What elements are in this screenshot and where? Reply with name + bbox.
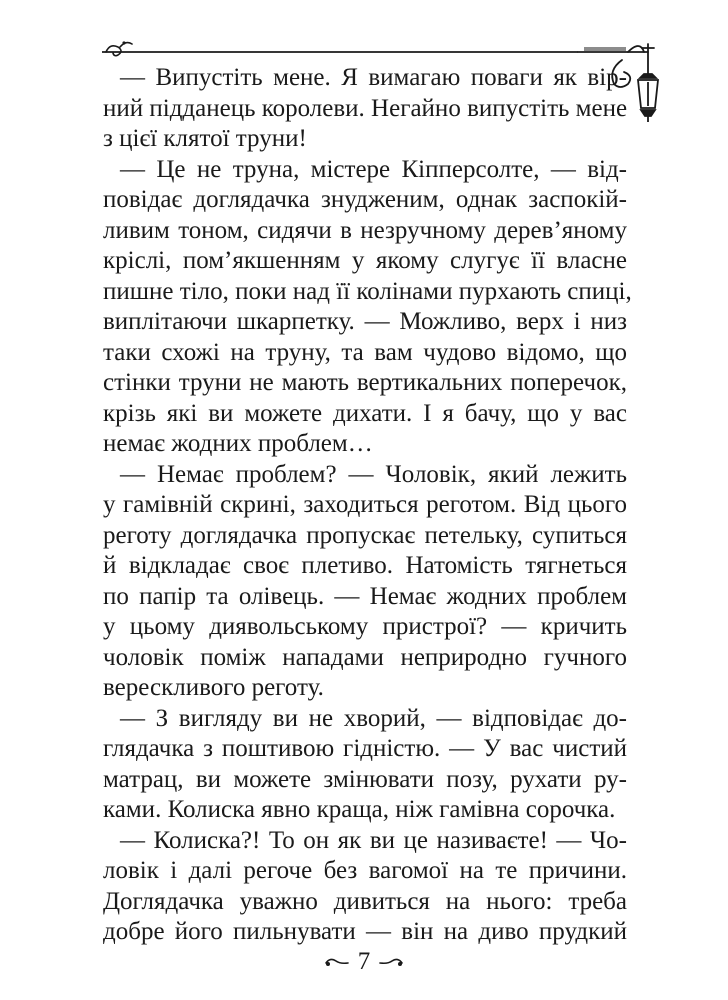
text-line: виплітаючи шкарпетку. — Можливо, верх і низ: [103, 308, 627, 335]
paragraph: [103, 826, 627, 948]
text-line: — З вигляду ви не хворий, — відповідає до-: [120, 704, 627, 732]
text-line: у цьому диявольському пристрої? — кричить: [103, 613, 627, 640]
text-line: реготу доглядачка пропускає петельку, супиться: [103, 521, 627, 549]
text-line: — Випустіть мене. Я вимагаю поваги як вір-: [120, 64, 627, 91]
text-line: — Колиска?! То он як ви це називаєте! — Чо-: [120, 826, 627, 854]
text-line: кріслі, пом’якшенням у якому слугує її власне: [103, 247, 627, 274]
text-line: й відкладає своє плетиво. Натомість тягнеться: [103, 552, 627, 579]
page-number: 7: [357, 948, 371, 975]
paragraph: [103, 704, 627, 826]
text-line: немає жодних проблем…: [103, 430, 373, 457]
text-line: стінки труни не мають вертикальних поперечок,: [103, 369, 627, 396]
text-line: Доглядачка уважно дивиться на нього: треба: [103, 887, 627, 915]
page-footer: [0, 944, 728, 980]
text-line: ловік і далі регоче без вагомої на те причини.: [103, 857, 627, 884]
text-line: крізь які ви можете дихати. І я бачу, що у вас: [103, 399, 627, 427]
text-line: ливим тоном, сидячи в незручному дерев’яному: [103, 216, 627, 244]
text-line: пишне тіло, поки над її колінами пурхають спиці,: [103, 277, 632, 305]
swirl-right-icon: [378, 955, 404, 969]
text-line: матрац, ви можете змінювати позу, рухати ру-: [103, 765, 627, 793]
paragraph: [103, 155, 632, 460]
body-text: [103, 63, 632, 948]
swirl-left-icon: [324, 955, 350, 969]
text-line: глядачка з поштивою гідністю. — У вас чистий: [103, 735, 627, 762]
text-line: з цієї клятої труни!: [103, 125, 307, 152]
text-line: у гамівній скрині, заходиться реготом. Від цього: [103, 491, 627, 518]
text-line: верескливого реготу.: [103, 674, 324, 701]
text-line: ками. Колиска явно краща, ніж гамівна сорочка.: [103, 796, 616, 823]
text-line: повідає доглядачка знудженим, однак заспокій-: [103, 186, 627, 213]
paragraph: [103, 460, 627, 704]
text-line: — Немає проблем? — Чоловік, який лежить: [120, 460, 627, 488]
paragraph: [103, 63, 627, 155]
text-line: таки схожі на труну, та вам чудово відомо, що: [103, 338, 627, 366]
text-line: чоловік поміж нападами неприродно гучного: [103, 643, 627, 671]
text-line: добре його пильнувати — він на диво прудкий: [103, 918, 627, 945]
text-line: по папір та олівець. — Немає жодних проблем: [103, 582, 627, 610]
text-line: — Це не труна, містере Кіпперсолте, — від-: [120, 155, 627, 183]
text-line: ний підданець королеви. Негайно випустіть мене: [103, 94, 628, 122]
